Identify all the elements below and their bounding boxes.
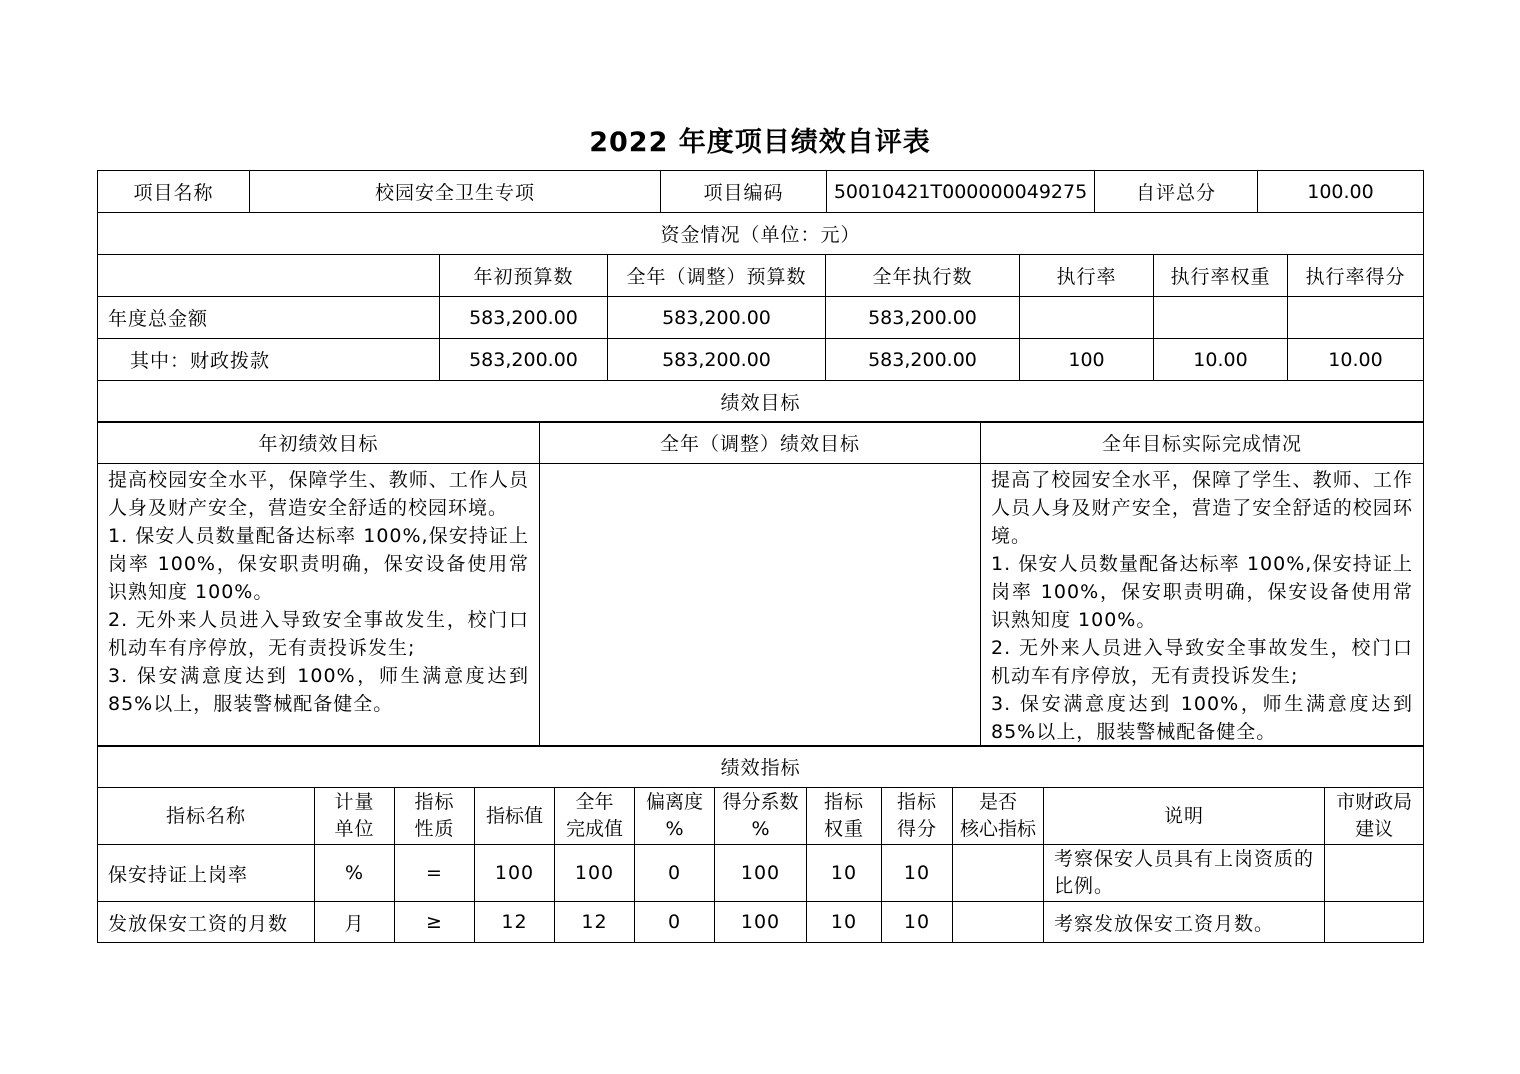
goals-section-title: 绩效目标 [98, 381, 1424, 423]
ind-completed: 100 [555, 845, 635, 902]
funds-col-rate-weight: 执行率权重 [1154, 255, 1288, 297]
goals-initial-line: 3. 保安满意度达到 100%，师生满意度达到85%以上，服装警械配备健全。 [108, 665, 529, 715]
goals-col-initial: 年初绩效目标 [98, 422, 540, 464]
ind-unit: % [315, 845, 395, 902]
project-name-label: 项目名称 [98, 171, 250, 213]
funds-col-rate: 执行率 [1020, 255, 1154, 297]
project-info-table [97, 170, 1424, 213]
project-name-value: 校园安全卫生专项 [250, 171, 661, 213]
funds-col-adjusted-budget: 全年（调整）预算数 [608, 255, 826, 297]
ind-coefficient: 100 [715, 902, 807, 943]
ind-nature: = [395, 845, 475, 902]
funds-cell [1288, 297, 1424, 339]
ind-suggestion [1325, 845, 1424, 902]
self-score-value: 100.00 [1258, 171, 1424, 213]
ind-score: 10 [882, 845, 953, 902]
ind-col-unit: 计量 单位 [315, 788, 395, 845]
page-title: 2022 年度项目绩效自评表 [589, 127, 931, 158]
goals-actual-text [981, 464, 1424, 747]
funds-cell: 10.00 [1154, 339, 1288, 381]
funds-col-executed: 全年执行数 [826, 255, 1020, 297]
ind-deviation: 0 [635, 845, 715, 902]
goals-actual-line: 1. 保安人员数量配备达标率 100%,保安持证上岗率 100%，保安职责明确，保安设备使用常识熟知度 100%。 [991, 553, 1413, 631]
ind-col-description: 说明 [1044, 788, 1325, 845]
table-row [98, 902, 1424, 943]
funds-row-label: 年度总金额 [98, 297, 440, 339]
ind-col-coefficient: 得分系数 % [715, 788, 807, 845]
goals-col-adjusted: 全年（调整）绩效目标 [540, 422, 981, 464]
goals-actual-line: 提高了校园安全水平，保障了学生、教师、工作人员人身及财产安全，营造了安全舒适的校园环境。 [991, 469, 1413, 547]
ind-unit: 月 [315, 902, 395, 943]
funds-row-total [98, 297, 1424, 339]
ind-col-weight: 指标 权重 [807, 788, 882, 845]
ind-name: 发放保安工资的月数 [98, 902, 315, 943]
ind-value: 12 [475, 902, 555, 943]
project-info-row [98, 171, 1424, 213]
ind-completed: 12 [555, 902, 635, 943]
ind-col-core: 是否 核心指标 [953, 788, 1044, 845]
indicators-table [97, 745, 1424, 943]
ind-col-value: 指标值 [475, 788, 555, 845]
ind-weight: 10 [807, 845, 882, 902]
goals-table [97, 421, 1424, 747]
goals-initial-line: 1. 保安人员数量配备达标率 100%,保安持证上岗率 100%，保安职责明确，保安设备使用常识熟知度 100%。 [108, 525, 529, 603]
goals-content-row [98, 464, 1424, 747]
ind-core [953, 845, 1044, 902]
goals-initial-line: 提高校园安全水平，保障学生、教师、工作人员人身及财产安全，营造安全舒适的校园环境。 [108, 469, 529, 519]
ind-col-deviation: 偏离度 % [635, 788, 715, 845]
funds-row-fiscal [98, 339, 1424, 381]
project-code-value: 50010421T000000049275 [827, 171, 1095, 213]
goals-adjusted-text [540, 464, 981, 747]
goals-header-row [98, 422, 1424, 464]
funds-cell: 10.00 [1288, 339, 1424, 381]
ind-score: 10 [882, 902, 953, 943]
self-score-label: 自评总分 [1095, 171, 1258, 213]
ind-coefficient: 100 [715, 845, 807, 902]
funds-cell: 583,200.00 [826, 339, 1020, 381]
ind-name: 保安持证上岗率 [98, 845, 315, 902]
funds-cell: 583,200.00 [826, 297, 1020, 339]
funds-section-title: 资金情况（单位：元） [98, 213, 1424, 255]
funds-row-label: 其中：财政拨款 [98, 339, 440, 381]
funds-cell: 583,200.00 [608, 297, 826, 339]
ind-col-suggestion: 市财政局 建议 [1325, 788, 1424, 845]
ind-suggestion [1325, 902, 1424, 943]
goals-initial-text [98, 464, 540, 747]
goals-actual-line: 3. 保安满意度达到 100%，师生满意度达到85%以上，服装警械配备健全。 [991, 693, 1413, 743]
ind-weight: 10 [807, 902, 882, 943]
funds-col-blank [98, 255, 440, 297]
ind-col-name: 指标名称 [98, 788, 315, 845]
indicators-section-title: 绩效指标 [98, 746, 1424, 788]
funds-cell [1154, 297, 1288, 339]
ind-col-completed: 全年 完成值 [555, 788, 635, 845]
funds-col-initial-budget: 年初预算数 [440, 255, 608, 297]
funds-header-row [98, 255, 1424, 297]
ind-col-nature: 指标 性质 [395, 788, 475, 845]
funds-table [97, 212, 1424, 423]
ind-description: 考察保安人员具有上岗资质的比例。 [1044, 845, 1325, 902]
funds-cell: 100 [1020, 339, 1154, 381]
table-row [98, 845, 1424, 902]
ind-value: 100 [475, 845, 555, 902]
project-code-label: 项目编码 [661, 171, 827, 213]
funds-cell: 583,200.00 [440, 339, 608, 381]
ind-col-score: 指标 得分 [882, 788, 953, 845]
funds-cell: 583,200.00 [608, 339, 826, 381]
goals-initial-line: 2. 无外来人员进入导致安全事故发生，校门口机动车有序停放，无有责投诉发生; [108, 609, 529, 659]
funds-cell: 583,200.00 [440, 297, 608, 339]
funds-col-rate-score: 执行率得分 [1288, 255, 1424, 297]
ind-description: 考察发放保安工资月数。 [1044, 902, 1325, 943]
goals-col-actual: 全年目标实际完成情况 [981, 422, 1424, 464]
indicators-header-row [98, 788, 1424, 845]
funds-cell [1020, 297, 1154, 339]
ind-nature: ≥ [395, 902, 475, 943]
ind-deviation: 0 [635, 902, 715, 943]
goals-actual-line: 2. 无外来人员进入导致安全事故发生，校门口机动车有序停放，无有责投诉发生; [991, 637, 1413, 687]
ind-core [953, 902, 1044, 943]
